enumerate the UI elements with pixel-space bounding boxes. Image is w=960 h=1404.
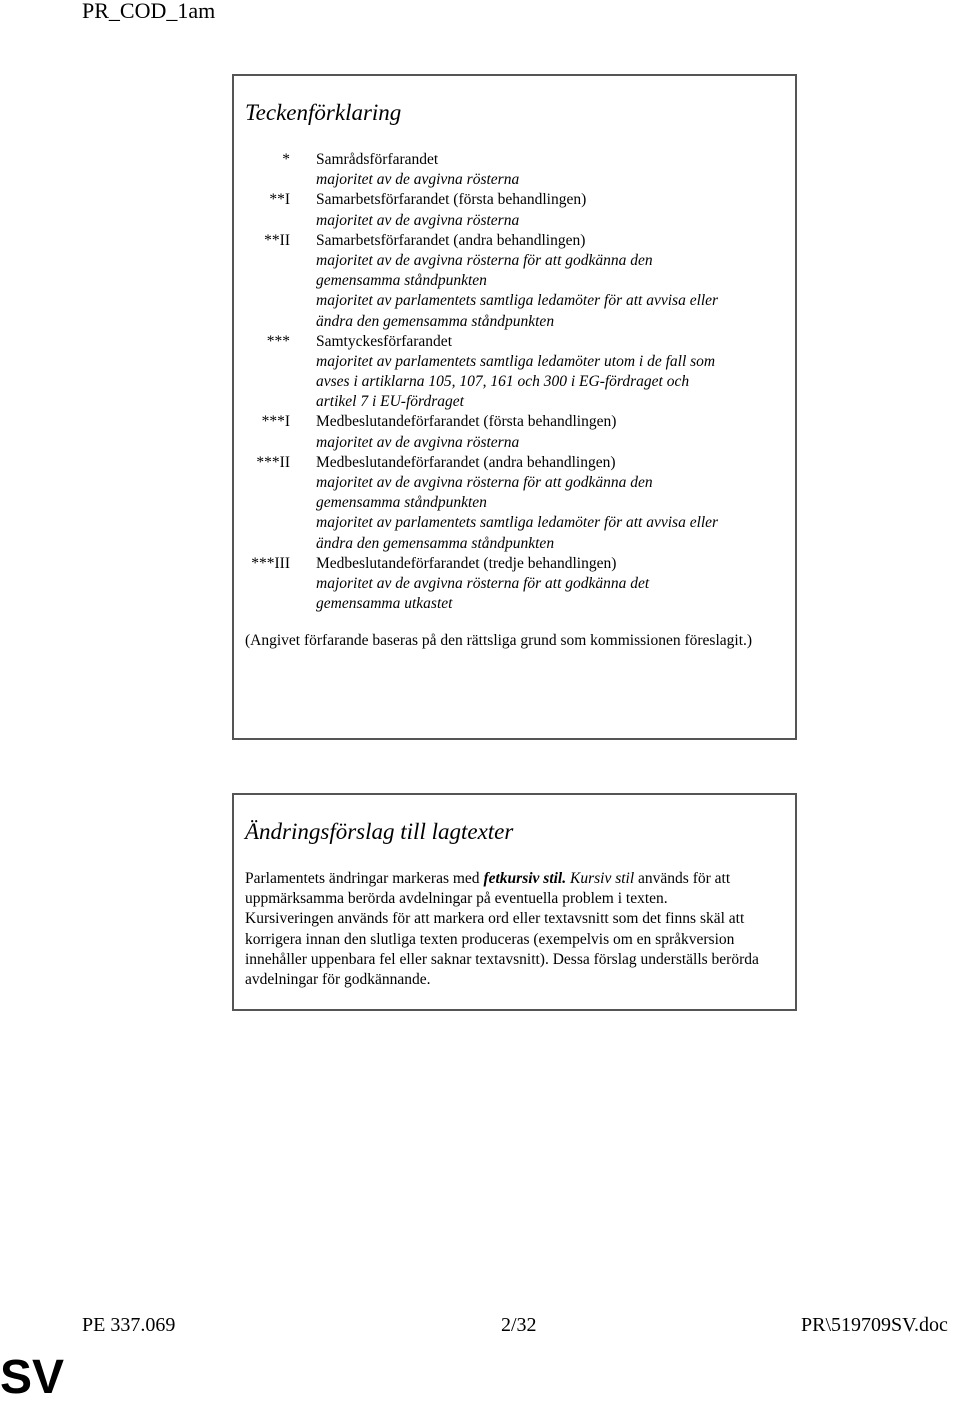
amendments-p2: Kursiveringen används för att markera ord eller textavsnitt som det finns skäl att korrigera innan den slutliga texten produceras (exempelvis om en språkversion innehåller uppenbara fel eller saknar textavsnitt). Dessa förslag underställs berörda avdelningar för godkännande. bbox=[245, 910, 759, 989]
legend-row bbox=[234, 291, 794, 311]
footer-page-number: 2/32 bbox=[501, 1314, 537, 1336]
document-code-header: PR_COD_1am bbox=[82, 0, 216, 23]
legend-row bbox=[234, 534, 794, 554]
legend-majority-rule: ändra den gemensamma ståndpunkten bbox=[316, 312, 555, 330]
legend-procedure-name: Medbeslutandeförfarandet (andra behandlingen) bbox=[316, 453, 616, 471]
legend-majority-rule: gemensamma utkastet bbox=[316, 595, 453, 613]
legend-row bbox=[234, 211, 794, 231]
legend-row bbox=[234, 554, 794, 574]
legend-row bbox=[234, 453, 794, 473]
legend-majority-rule: majoritet av de avgivna rösterna bbox=[316, 211, 520, 229]
legend-row bbox=[234, 190, 794, 210]
legend-procedure-code: **II bbox=[264, 231, 290, 249]
legend-note: (Angivet förfarande baseras på den rättsliga grund som kommissionen föreslagit.) bbox=[245, 632, 753, 649]
footer-reference: PE 337.069 bbox=[82, 1314, 176, 1336]
legend-procedure-code: **I bbox=[269, 191, 290, 209]
legend-procedure-name: Samarbetsförfarandet (andra behandlingen) bbox=[316, 231, 586, 249]
legend-majority-rule: majoritet av parlamentets samtliga ledamöter för att avvisa eller bbox=[316, 514, 719, 532]
legend-list bbox=[234, 150, 794, 614]
legend-row bbox=[234, 412, 794, 432]
legend-procedure-code: *** bbox=[266, 332, 290, 350]
legend-box bbox=[232, 74, 797, 740]
legend-row bbox=[234, 473, 794, 493]
legend-row bbox=[234, 231, 794, 251]
legend-procedure-name: Medbeslutandeförfarandet (första behandlingen) bbox=[316, 413, 617, 431]
legend-procedure-code: ***II bbox=[256, 453, 290, 471]
amendments-p1-start: Parlamentets ändringar markeras med bbox=[245, 870, 484, 887]
legend-majority-rule: majoritet av parlamentets samtliga ledamöter utom i de fall som bbox=[316, 352, 716, 370]
legend-procedure-name: Medbeslutandeförfarandet (tredje behandlingen) bbox=[316, 554, 617, 572]
legend-row bbox=[234, 251, 794, 271]
legend-majority-rule: artikel 7 i EU-fördraget bbox=[316, 393, 464, 411]
amendments-p1-rest: används för att uppmärksamma berörda avdelningar på eventuella problem i texten. bbox=[245, 870, 731, 908]
amendments-box bbox=[232, 793, 797, 1011]
legend-row bbox=[234, 433, 794, 453]
legend-procedure-name: Samarbetsförfarandet (första behandlingen) bbox=[316, 191, 587, 209]
legend-majority-rule: majoritet av parlamentets samtliga ledamöter för att avvisa eller bbox=[316, 292, 719, 310]
legend-row bbox=[234, 493, 794, 513]
legend-row bbox=[234, 150, 794, 170]
legend-row bbox=[234, 352, 794, 372]
legend-procedure-code: ***III bbox=[251, 554, 290, 572]
legend-procedure-code: * bbox=[282, 151, 290, 168]
legend-majority-rule: majoritet av de avgivna rösterna för att godkänna den bbox=[316, 474, 653, 491]
legend-majority-rule: avses i artiklarna 105, 107, 161 och 300 i EG-fördraget och bbox=[316, 373, 690, 391]
legend-row bbox=[234, 332, 794, 352]
legend-majority-rule: gemensamma ståndpunkten bbox=[316, 272, 487, 290]
legend-procedure-name: Samtyckesförfarandet bbox=[316, 332, 452, 350]
legend-procedure-code: ***I bbox=[261, 413, 290, 431]
legend-row bbox=[234, 594, 794, 614]
legend-majority-rule: gemensamma ståndpunkten bbox=[316, 494, 487, 512]
footer-file-name: PR\519709SV.doc bbox=[801, 1314, 948, 1336]
legend-procedure-name: Samrådsförfarandet bbox=[316, 151, 439, 168]
amendments-text bbox=[245, 869, 785, 990]
legend-majority-rule: majoritet av de avgivna rösterna bbox=[316, 171, 520, 189]
legend-row bbox=[234, 170, 794, 190]
legend-majority-rule: majoritet av de avgivna rösterna bbox=[316, 433, 520, 451]
legend-row bbox=[234, 574, 794, 594]
amendments-bold-italic-sample: fetkursiv stil. bbox=[483, 870, 567, 887]
language-code: SV bbox=[0, 1351, 65, 1404]
legend-row bbox=[234, 271, 794, 291]
legend-row bbox=[234, 392, 794, 412]
legend-row bbox=[234, 312, 794, 332]
legend-row bbox=[234, 513, 794, 533]
amendments-title: Ändringsförslag till lagtexter bbox=[245, 819, 514, 844]
legend-title: Teckenförklaring bbox=[245, 100, 402, 125]
amendments-italic-sample: Kursiv stil bbox=[569, 870, 635, 887]
legend-row bbox=[234, 372, 794, 392]
legend-majority-rule: majoritet av de avgivna rösterna för att godkänna det bbox=[316, 574, 650, 592]
legend-majority-rule: ändra den gemensamma ståndpunkten bbox=[316, 534, 555, 552]
legend-majority-rule: majoritet av de avgivna rösterna för att godkänna den bbox=[316, 251, 653, 269]
